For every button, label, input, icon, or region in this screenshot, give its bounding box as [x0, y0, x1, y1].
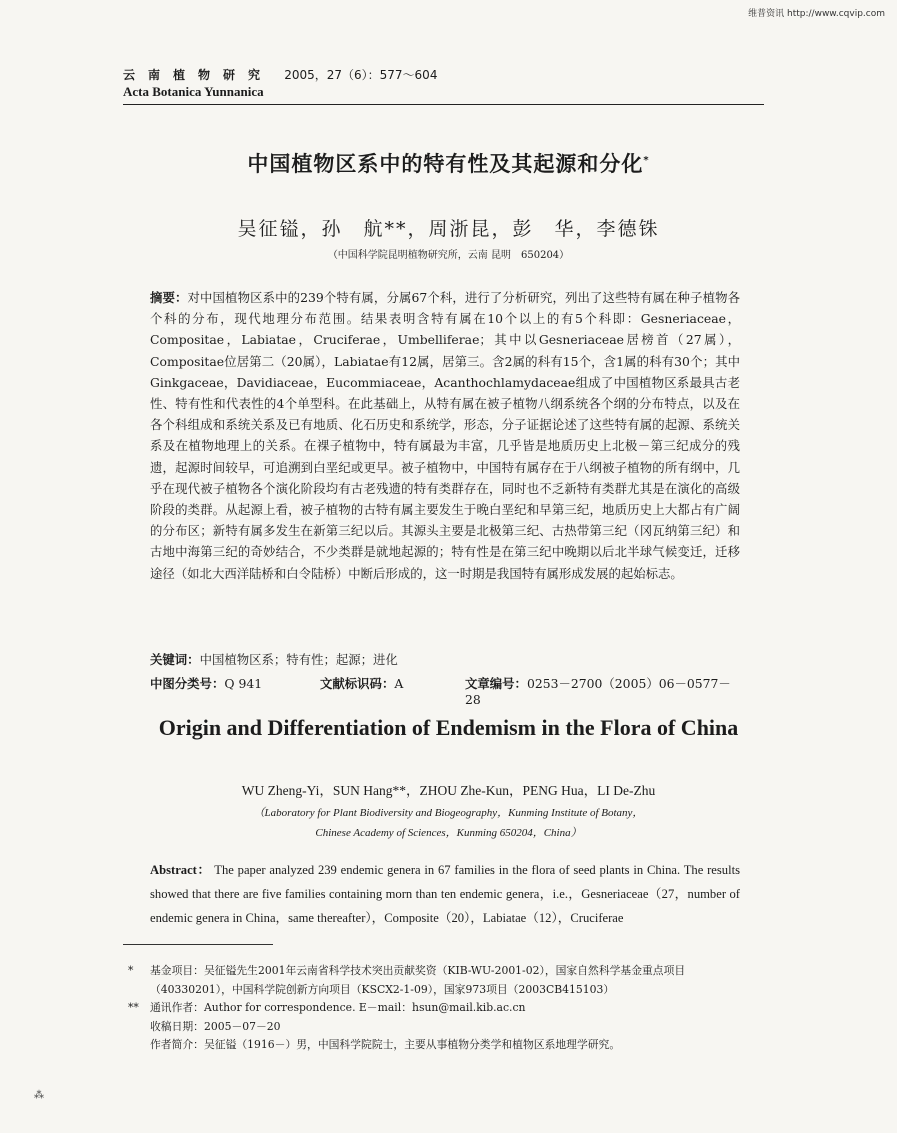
abstract-en-text: The paper analyzed 239 endemic genera in 67 families in the flora of seed plants in China. The results showed that there are five families containing morn than ten endemic genera，i.e.，Gesneriaceae（27，number of endemic genera in China，same thereafter），Composite（20），Labiatae（12），Cruciferae: [150, 863, 740, 925]
clc-value: Q 941: [224, 676, 263, 691]
title-cn: [0, 148, 897, 178]
footnote-mark: **: [128, 1001, 139, 1015]
journal-name-cn: 云南植物研究: [123, 68, 274, 82]
title-en: Origin and Differentiation of Endemism in the Flora of China: [158, 715, 739, 740]
footnote-line: 基金项目：吴征镒先生2001年云南省科学技术突出贡献奖资（KIB-WU-2001-02），国家自然科学基金重点项目: [150, 964, 686, 977]
article-label: 文章编号：: [465, 676, 527, 691]
affiliation-en: [0, 803, 897, 843]
abstract-cn: [150, 287, 740, 584]
clc-number: [150, 674, 262, 692]
title-cn-text: 中国植物区系中的特有性及其起源和分化: [247, 152, 644, 176]
article-number: [465, 674, 740, 707]
title-footnote-mark: *: [643, 155, 650, 166]
doc-code: [320, 674, 403, 692]
authors-cn: 吴征镒，孙 航**，周浙昆，彭 华，李德铢: [237, 218, 660, 240]
abstract-en-label: Abstract：: [150, 863, 211, 877]
journal-issue: 2005，27（6）：577～604: [284, 68, 438, 82]
doc-value: A: [394, 676, 404, 691]
footnote-correspondence: [128, 999, 778, 1055]
abstract-cn-text: 对中国植物区系中的239个特有属，分属67个科，进行了分析研究，列出了这些特有属在种子植物各个科的分布，现代地理分布范围。结果表明含特有属在10个以上的有5个科即：Gesneriaceae，Compositae，Labiatae，Cruciferae，Umbelliferae；其中以Gesneriaceae居榜首（27属），Compositae位居第二（20属），Labiatae有12属，居第三。含2属的科有15个，含1属的科有30个；其中Ginkgaceae，Davidiaceae，Eucommiaceae，Acanthochlamydaceae组成了中国植物区系最具古老性、特有性和代表性的4个单型科。在此基础上，从特有属在被子植物八纲系统各个纲的分布特点，以及在各个科组成和系统关系及已有地质、化石历史和系统学，形态，分子证据论述了这些特有属的起源、系统关系及在植物地理上的关系。在裸子植物中，特有属最为丰富，几乎皆是地质历史上北极－第三纪成分的残遗，起源时间较早，可追溯到白垩纪或更早。被子植物中，中国特有属存在于八纲被子植物的所有纲中，几乎在现代被子植物各个演化阶段均有古老残遗的特有类群存在，同时也不乏新特有类群尤其是在演化的高级阶段的类群。从起源上看，被子植物的古特有属主要发生于晚白垩纪和早第三纪，地质历史上大都占有广阔的分布区；新特有属多发生在新第三纪以后。其源头主要是北极第三纪、古热带第三纪（冈瓦纳第三纪）和古地中海第三纪的奇妙结合，不少类群是就地起源的；特有性是在第三纪中晚期以后北半球气候变迁，迁移途径（如北大西洋陆桥和白令陆桥）中断后形成的，这一时期是我国特有属形成发展的起始标志。: [150, 290, 740, 581]
keywords-cn-label: 关键词：: [150, 652, 200, 667]
article-value: 0253－2700（2005）06－0577－28: [465, 676, 731, 707]
affiliation-cn: （中国科学院昆明植物研究所，云南 昆明 650204）: [327, 250, 570, 261]
abstract-en: [150, 858, 740, 930]
footnote-mark: *: [128, 964, 134, 977]
footnote-line: （40330201），中国科学院创新方向项目（KSCX2-1-09），国家973项目（2003CB415103）: [150, 982, 615, 996]
affiliation-en-line1: （Laboratory for Plant Biodiversity and Biogeography，Kunming Institute of Botany，: [253, 807, 644, 819]
doc-label: 文献标识码：: [320, 676, 395, 691]
authors-en: WU Zheng-Yi，SUN Hang**，ZHOU Zhe-Kun，PENG Hua，LI De-Zhu: [241, 783, 656, 798]
journal-name-en: Acta Botanica Yunnanica: [123, 84, 264, 99]
footnote-rule: [123, 944, 273, 945]
footnote-line: 通讯作者：Author for correspondence. E－mail：hsun@mail.kib.ac.cn: [150, 1001, 526, 1015]
journal-header: [123, 66, 437, 83]
clc-label: 中图分类号：: [150, 676, 225, 691]
corner-mark: ⁂: [34, 1090, 44, 1101]
affiliation-en-line2: Chinese Academy of Sciences，Kunming 650204，China）: [315, 827, 582, 839]
keywords-cn-text: 中国植物区系；特有性；起源；进化: [199, 652, 398, 667]
footnote-line: 收稿日期：2005－07－20: [150, 1019, 281, 1033]
header-rule: [123, 104, 764, 105]
footnote-funding: [128, 962, 778, 999]
abstract-cn-label: 摘要：: [150, 290, 188, 305]
watermark: 维普资讯 http://www.cqvip.com: [748, 9, 885, 19]
footnote-line: 作者简介：吴征镒（1916－）男，中国科学院院士，主要从事植物分类学和植物区系地理学研究。: [150, 1038, 621, 1052]
footnotes: [128, 962, 778, 1055]
keywords-cn: [150, 650, 740, 668]
